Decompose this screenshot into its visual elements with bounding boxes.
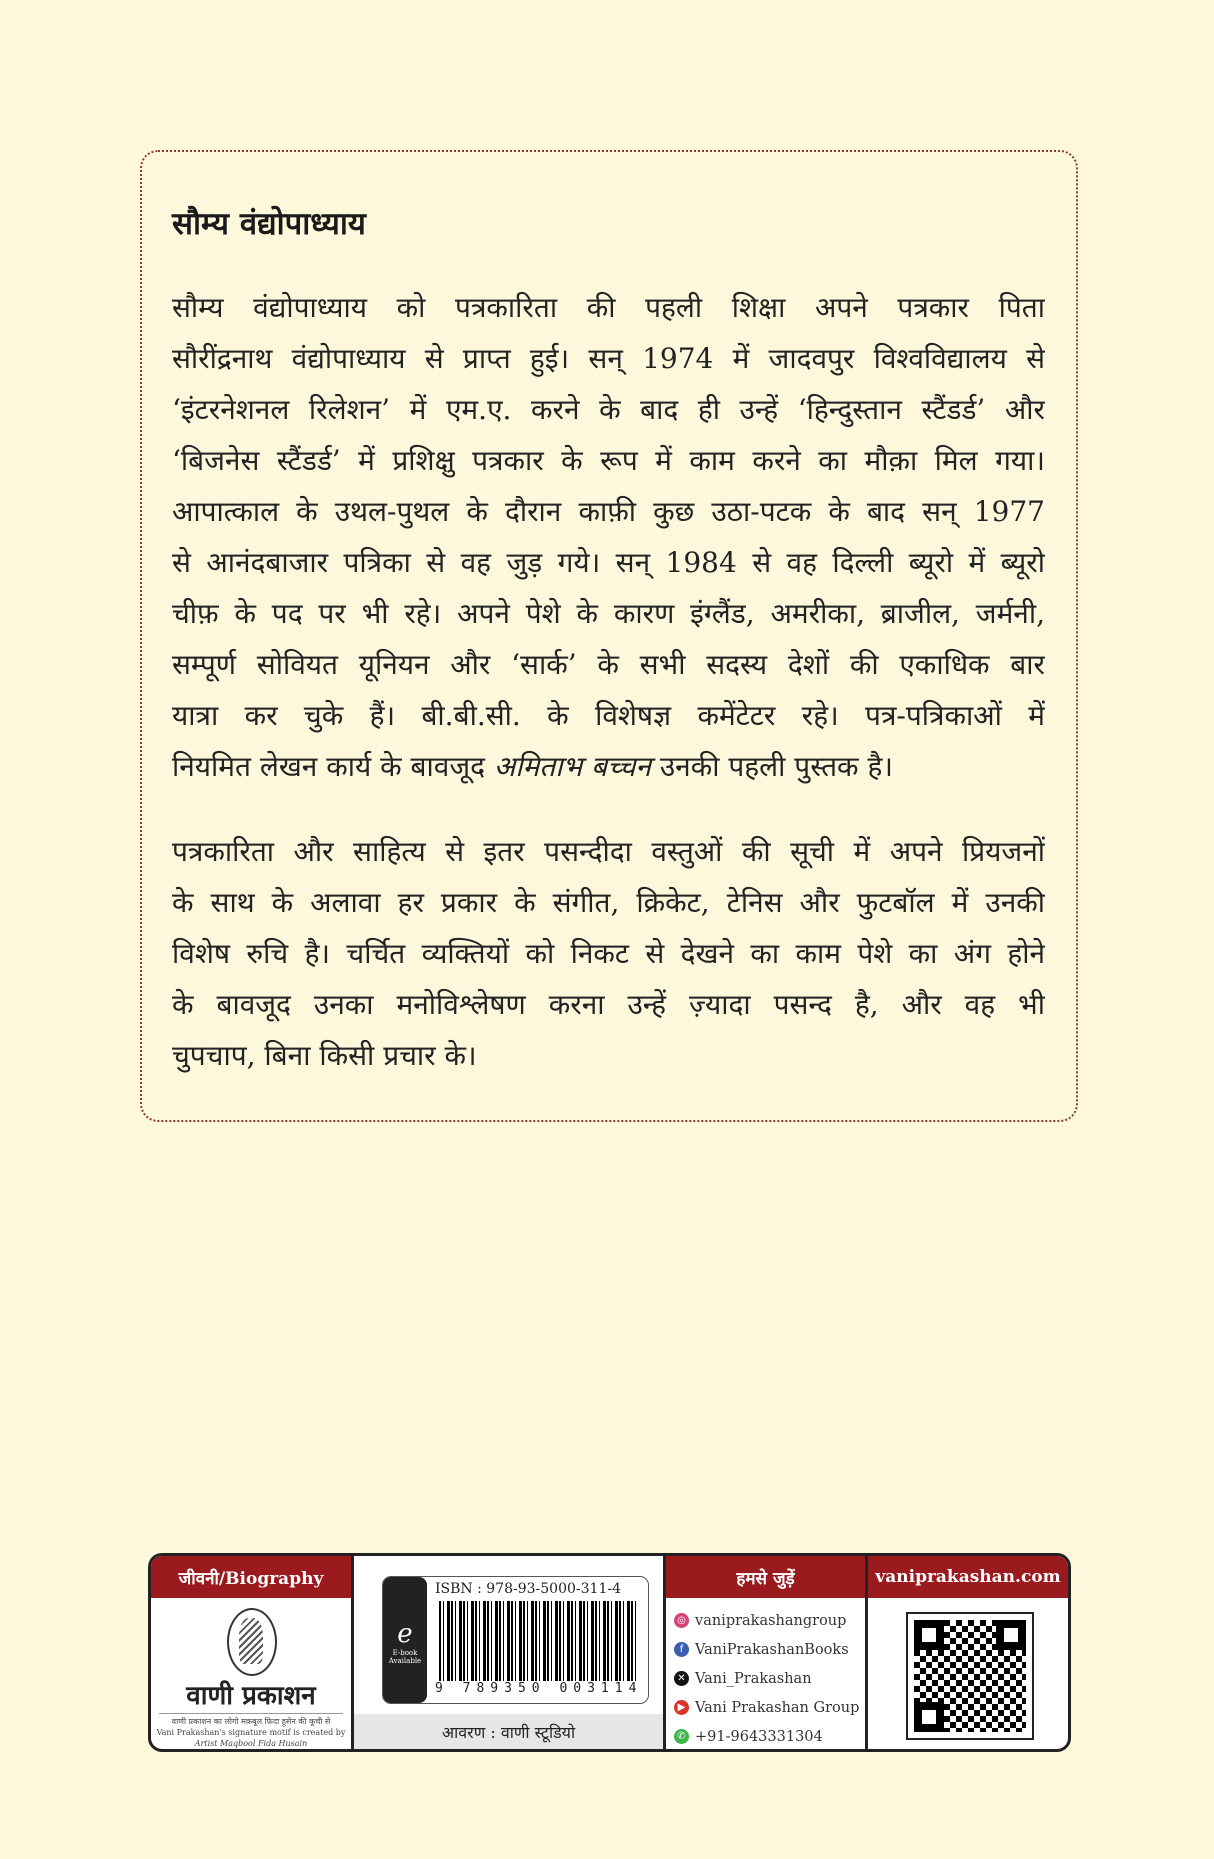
social-whatsapp[interactable] <box>674 1722 865 1751</box>
text-line: ‘बिजनेस स्टैंडर्ड’ में प्रशिक्षु पत्रकार के रूप में काम करने का मौक़ा मिल गया। <box>172 444 1045 477</box>
author-name: सौम्य वंद्योपाध्याय <box>172 206 366 242</box>
text-line: सौम्य वंद्योपाध्याय को पत्रकारिता की पहली शिक्षा अपने पत्रकार पिता <box>172 291 1045 324</box>
text-line: ‘इंटरनेशनल रिलेशन’ में एम.ए. करने के बाद ही उन्हें ‘हिन्दुस्तान स्टैंडर्ड’ और <box>172 393 1045 426</box>
publisher-logo-icon <box>227 1608 277 1676</box>
publisher-info-strip <box>148 1553 1071 1752</box>
instagram-icon: ◎ <box>674 1613 689 1628</box>
social-section <box>666 1556 868 1749</box>
qr-code[interactable] <box>906 1612 1034 1740</box>
logo-credit <box>151 1716 351 1749</box>
social-x[interactable] <box>674 1664 865 1693</box>
whatsapp-icon: ✆ <box>674 1729 689 1744</box>
text-line: पत्रकारिता और साहित्य से इतर पसन्दीदा वस्तुओं की सूची में अपने प्रियजनों <box>172 835 1045 868</box>
text-line: के साथ के अलावा हर प्रकार के संगीत, क्रिकेट, टेनिस और फुटबॉल में उनकी <box>172 886 1045 919</box>
social-label: Vani_Prakashan <box>695 1670 812 1687</box>
text-line: सौरींद्रनाथ वंद्योपाध्याय से प्राप्त हुई। सन् 1974 में जादवपुर विश्वविद्यालय से <box>172 342 1045 375</box>
text-segment: उनकी पहली पुस्तक है। <box>650 750 893 783</box>
credit-line: Vani Prakashan's signature motif is created by <box>156 1728 346 1737</box>
barcode <box>439 1601 639 1681</box>
text-line: सम्पूर्ण सोवियत यूनियन और ‘सार्क’ के सभी सदस्य देशों की एकाधिक बार <box>172 648 1045 681</box>
bio-paragraph-1 <box>172 282 1045 792</box>
social-label: vaniprakashangroup <box>695 1612 847 1629</box>
publisher-name: वाणी प्रकाशन <box>186 1681 316 1711</box>
text-line: विशेष रुचि है। चर्चित व्यक्तियों को निकट से देखने का काम पेशे का अंग होने <box>172 937 1045 970</box>
ebook-label: E-book Available <box>388 1649 422 1665</box>
social-instagram[interactable] <box>674 1606 865 1635</box>
divider <box>159 1713 343 1714</box>
social-youtube[interactable] <box>674 1693 865 1722</box>
isbn: ISBN : 978-93-5000-311-4 <box>435 1581 621 1597</box>
website-section <box>868 1556 1068 1749</box>
social-label: +91-9643331304 <box>695 1728 823 1745</box>
text-segment: नियमित लेखन कार्य के बावजूद <box>172 750 494 783</box>
text-line: यात्रा कर चुके हैं। बी.बी.सी. के विशेषज्ञ कमेंटेटर रहे। पत्र-पत्रिकाओं में <box>172 699 1045 732</box>
genre-label: जीवनी/Biography <box>151 1556 351 1598</box>
ebook-icon: e <box>397 1619 413 1649</box>
credit-line: Artist Maqbool Fida Husain <box>194 1739 308 1748</box>
text-line: चुपचाप, बिना किसी प्रचार के। <box>172 1039 477 1072</box>
cover-credit: आवरण : वाणी स्टूडियो <box>354 1714 663 1749</box>
x-icon: ✕ <box>674 1671 689 1686</box>
publisher-section <box>151 1556 354 1749</box>
text-line <box>172 741 1045 792</box>
text-line: के बावजूद उनका मनोविश्लेषण करना उन्हें ज़्यादा पसन्द है, और वह भी <box>172 988 1045 1021</box>
social-facebook[interactable] <box>674 1635 865 1664</box>
text-line: से आनंदबाजार पत्रिका से वह जुड़ गये। सन् 1984 से वह दिल्ली ब्यूरो में ब्यूरो <box>172 546 1045 579</box>
text-line: चीफ़ के पद पर भी रहे। अपने पेशे के कारण इंग्लैंड, अमरीका, ब्राजील, जर्मनी, <box>172 597 1045 630</box>
ebook-badge <box>383 1577 427 1703</box>
barcode-digits: 9 789350 003114 <box>435 1681 643 1696</box>
social-label: VaniPrakashanBooks <box>695 1641 849 1658</box>
youtube-icon: ▶ <box>674 1700 689 1715</box>
bio-paragraph-2 <box>172 826 1045 1081</box>
website-link[interactable]: vaniprakashan.com <box>868 1556 1068 1598</box>
social-label: Vani Prakashan Group <box>695 1699 860 1716</box>
connect-title: हमसे जुड़ें <box>666 1556 865 1598</box>
book-title: अमिताभ बच्चन <box>493 750 651 783</box>
social-list <box>666 1598 865 1751</box>
isbn-card <box>382 1576 649 1704</box>
isbn-section <box>354 1556 666 1749</box>
facebook-icon: f <box>674 1642 689 1657</box>
text-line: आपात्काल के उथल-पुथल के दौरान काफ़ी कुछ उठा-पटक के बाद सन् 1977 <box>172 495 1045 528</box>
credit-line: वाणी प्रकाशन का लोगो मक़बूल फ़िदा हुसेन की कूची से <box>171 1717 331 1726</box>
